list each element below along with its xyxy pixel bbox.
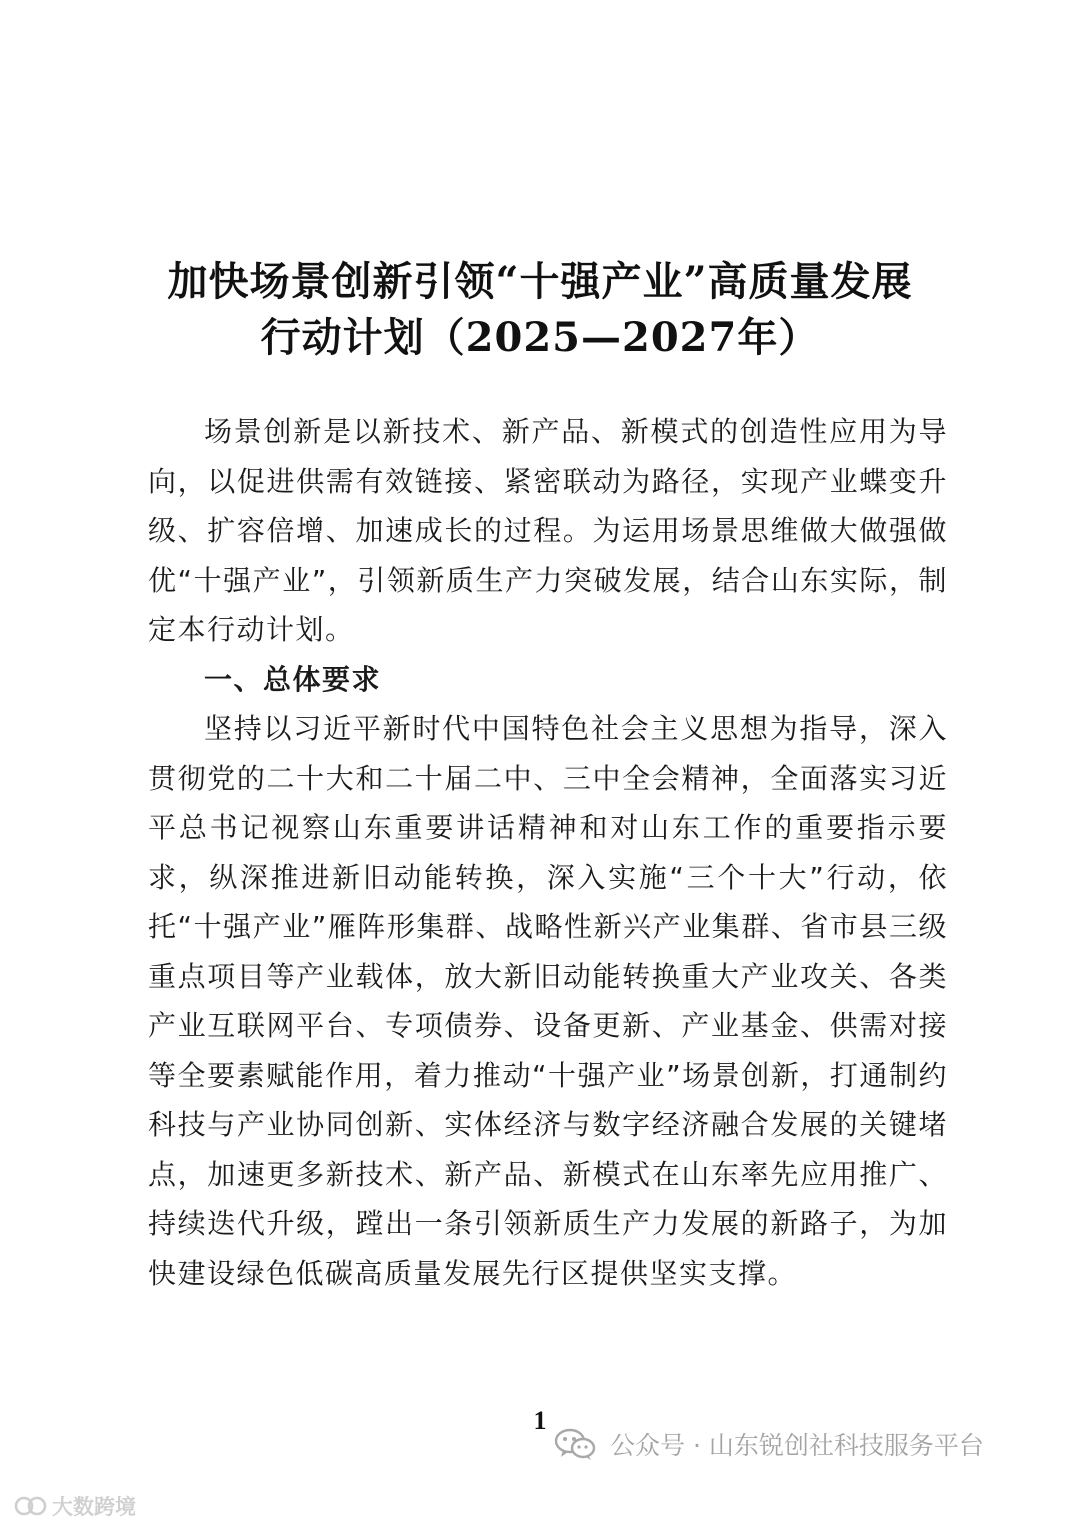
intro-paragraph: 场景创新是以新技术、新产品、新模式的创造性应用为导向，以促进供需有效链接、紧密联动为路径，实现产业蝶变升级、扩容倍增、加速成长的过程。为运用场景思维做大做强做优“十强产业”，引领新质生产力突破发展，结合山东实际，制定本行动计划。 xyxy=(148,415,948,646)
watermark-right-text: 公众号 · 山东锐创社科技服务平台 xyxy=(610,1431,984,1460)
watermark-brand xyxy=(14,1490,136,1522)
document-body xyxy=(148,407,948,1298)
brand-logo-icon xyxy=(14,1494,48,1518)
section-paragraph: 坚持以习近平新时代中国特色社会主义思想为指导，深入贯彻党的二十大和二十届二中、三中全会精神，全面落实习近平总书记视察山东重要讲话精神和对山东工作的重要指示要求，纵深推进新旧动能转换，深入实施“三个十大”行动，依托“十强产业”雁阵形集群、战略性新兴产业集群、省市县三级重点项目等产业载体，放大新旧动能转换重大产业攻关、各类产业互联网平台、专项债券、设备更新、产业基金、供需对接等全要素赋能作用，着力推动“十强产业”场景创新，打通制约科技与产业协同创新、实体经济与数字经济融合发展的关键堵点，加速更多新技术、新产品、新模式在山东率先应用推广、持续迭代升级，蹚出一条引领新质生产力发展的新路子，为加快建设绿色低碳高质量发展先行区提供坚实支撑。 xyxy=(148,712,948,1290)
wechat-icon xyxy=(554,1427,596,1461)
watermark-left-text: 大数跨境 xyxy=(52,1495,136,1519)
page-number: 1 xyxy=(533,1406,547,1435)
document-title-line2: 行动计划（2025—2027年） xyxy=(260,314,820,361)
section-heading: 一、总体要求 xyxy=(204,662,382,696)
watermark-official-account xyxy=(554,1422,984,1466)
document-title-line1: 加快场景创新引领“十强产业”高质量发展 xyxy=(167,258,913,305)
